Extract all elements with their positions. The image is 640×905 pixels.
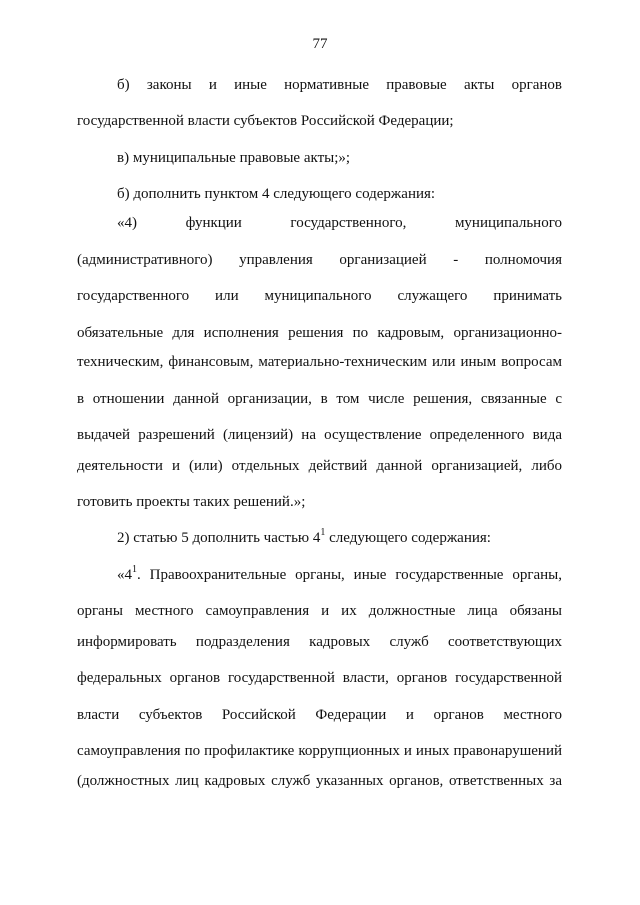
text-line (117, 529, 562, 547)
text-line: готовить проекты таких решений.»; (77, 494, 306, 510)
text-line: б) законы и иные нормативные правовые акты органов (117, 77, 562, 93)
text-line: обязательные для исполнения решения по кадровым, организационно- (77, 325, 562, 341)
text-line: техническим, финансовым, материально-техническим или иным вопросам (77, 354, 562, 370)
text-line: федеральных органов государственной власти, органов государственной (77, 670, 562, 686)
text-line (117, 566, 562, 584)
text-line: в отношении данной организации, в том числе решения, связанные с (77, 391, 562, 407)
text-segment: «4 (117, 567, 132, 583)
superscript: 1 (132, 564, 137, 575)
text-segment: . Правоохранительные органы, иные государственные органы, (137, 567, 562, 583)
text-line: государственного или муниципального служащего принимать (77, 288, 562, 304)
text-line: информировать подразделения кадровых служб соответствующих (77, 634, 562, 650)
text-line: в) муниципальные правовые акты;»; (117, 150, 351, 166)
text-line: б) дополнить пунктом 4 следующего содержания: (117, 186, 436, 202)
superscript: 1 (320, 527, 326, 538)
text-line: (административного) управления организацией - полномочия (77, 252, 562, 268)
text-line: власти субъектов Российской Федерации и органов местного (77, 707, 562, 723)
text-segment: 2) статью 5 дополнить частью 4 (117, 530, 321, 546)
text-line: «4) функции государственного, муниципального (117, 215, 562, 231)
text-line: выдачей разрешений (лицензий) на осуществление определенного вида (77, 427, 562, 443)
page-number: 77 (312, 36, 328, 52)
text-line: (должностных лиц кадровых служб указанных органов, ответственных за (77, 773, 562, 789)
text-line: органы местного самоуправления и их должностные лица обязаны (77, 603, 562, 619)
text-line: государственной власти субъектов Российской Федерации; (77, 113, 454, 129)
text-line: деятельности и (или) отдельных действий данной организацией, либо (77, 458, 562, 474)
text-line: самоуправления по профилактике коррупционных и иных правонарушений (77, 743, 562, 759)
text-segment: следующего содержания: (325, 530, 491, 546)
